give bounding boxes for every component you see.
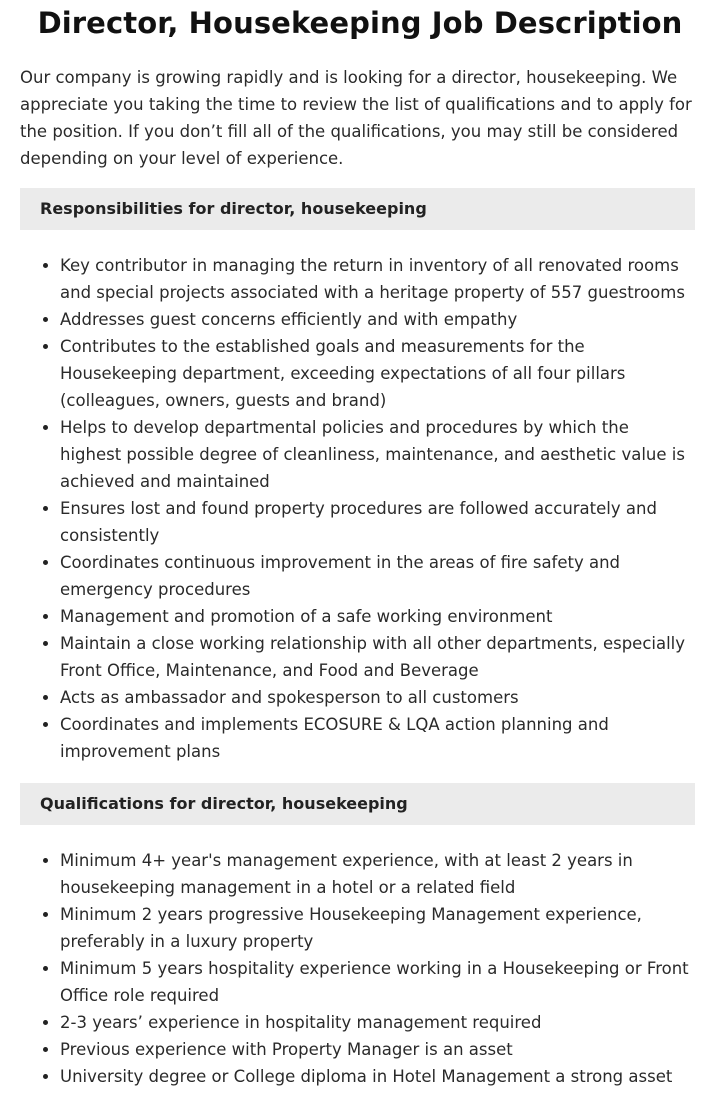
list-item: 2-3 years’ experience in hospitality management required <box>60 1009 694 1036</box>
list-item: Coordinates and implements ECOSURE & LQA action planning and improvement plans <box>60 711 694 765</box>
responsibilities-heading: Responsibilities for director, housekeeping <box>20 188 695 230</box>
list-item: University degree or College diploma in Hotel Management a strong asset <box>60 1063 694 1090</box>
list-item: Management and promotion of a safe working environment <box>60 603 694 630</box>
list-item: Key contributor in managing the return in inventory of all renovated rooms and special projects associated with a heritage property of 557 guestrooms <box>60 252 694 306</box>
intro-paragraph: Our company is growing rapidly and is looking for a director, housekeeping. We appreciate you taking the time to review the list of qualifications and to apply for the position. If you don’t fill all of the qualifications, you may still be considered depending on your level of experience. <box>20 68 692 168</box>
list-item: Addresses guest concerns efficiently and with empathy <box>60 306 694 333</box>
list-item: Minimum 5 years hospitality experience working in a Housekeeping or Front Office role required <box>60 955 694 1009</box>
list-item: Maintain a close working relationship with all other departments, especially Front Office, Maintenance, and Food and Beverage <box>60 630 694 684</box>
list-item: Contributes to the established goals and measurements for the Housekeeping department, exceeding expectations of all four pillars (colleagues, owners, guests and brand) <box>60 333 694 414</box>
page-title: Director, Housekeeping Job Description <box>37 6 683 40</box>
list-item: Ensures lost and found property procedures are followed accurately and consistently <box>60 495 694 549</box>
list-item: Minimum 2 years progressive Housekeeping Management experience, preferably in a luxury property <box>60 901 694 955</box>
list-item: Helps to develop departmental policies and procedures by which the highest possible degree of cleanliness, maintenance, and aesthetic value is achieved and maintained <box>60 414 694 495</box>
qualifications-heading: Qualifications for director, housekeeping <box>20 783 695 825</box>
list-item: Acts as ambassador and spokesperson to all customers <box>60 684 694 711</box>
responsibilities-list <box>20 252 694 765</box>
qualifications-list <box>20 847 694 1090</box>
list-item: Coordinates continuous improvement in the areas of fire safety and emergency procedures <box>60 549 694 603</box>
list-item: Minimum 4+ year's management experience, with at least 2 years in housekeeping management in a hotel or a related field <box>60 847 694 901</box>
list-item: Previous experience with Property Manager is an asset <box>60 1036 694 1063</box>
